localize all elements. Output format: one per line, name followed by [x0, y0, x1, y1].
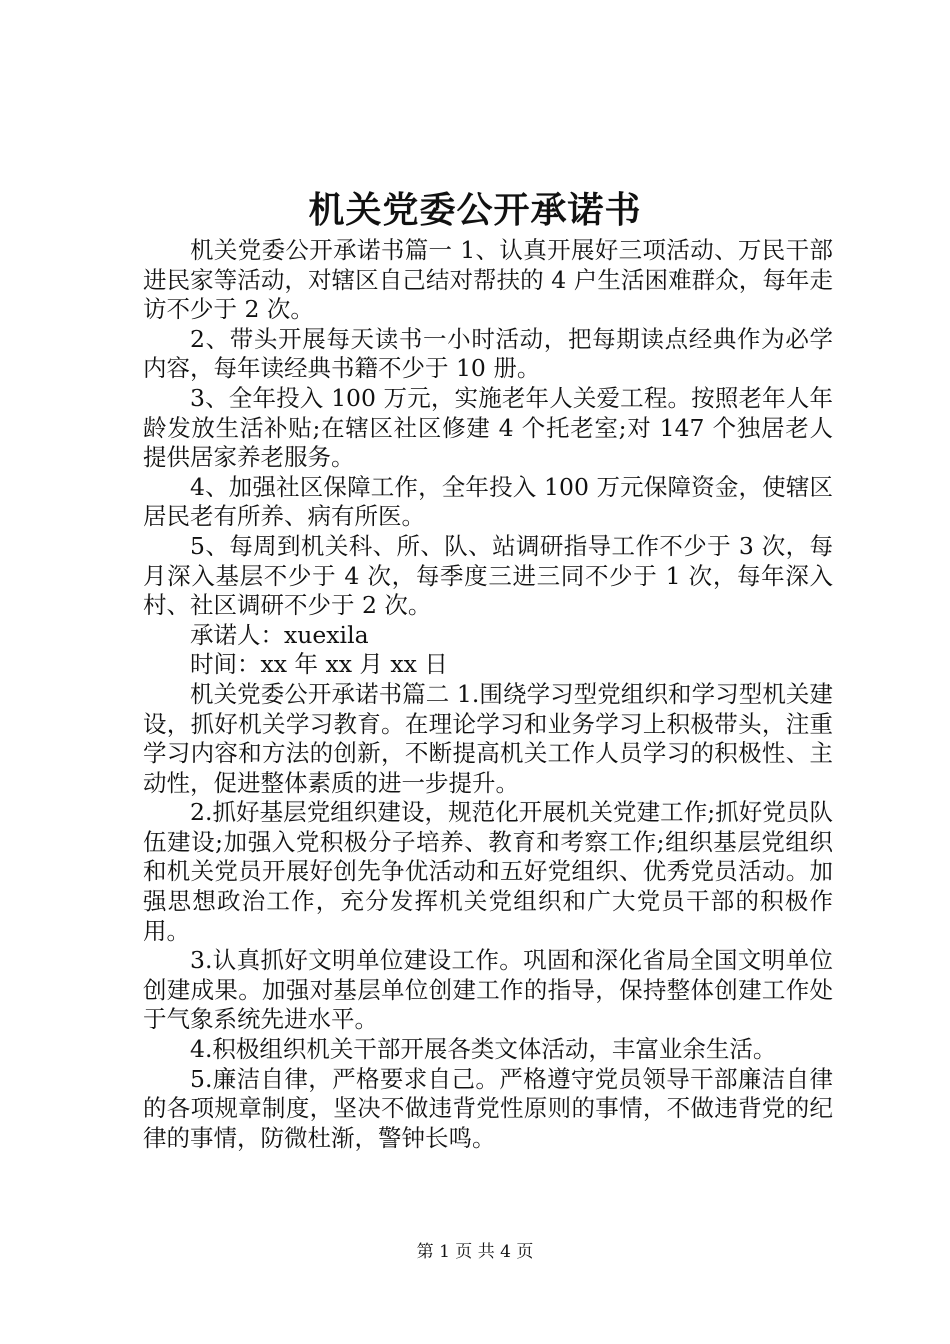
signatory-line: 承诺人：xuexila: [190, 620, 369, 649]
paragraph-pledge-1-item-4: 4、加强社区保障工作，全年投入 100 万元保障资金，使辖区居民老有所养、病有所医。: [143, 472, 833, 531]
paragraph-pledge-2-item-5: 5.廉洁自律，严格要求自己。严格遵守党员领导干部廉洁自律的各项规章制度，坚决不做违背党性原则的事情，不做违背党的纪律的事情，防微杜渐，警钟长鸣。: [143, 1064, 833, 1152]
paragraph-pledge-2-item-2: 2.抓好基层党组织建设，规范化开展机关党建工作;抓好党员队伍建设;加强入党积极分子培养、教育和考察工作;组织基层党组织和机关党员开展好创先争优活动和五好党组织、优秀党员活动。加强思想政治工作，充分发挥机关党组织和广大党员干部的积极作用。: [143, 798, 833, 945]
document-title: 机关党委公开承诺书: [308, 189, 642, 231]
paragraph-pledge-1-item-3: 3、全年投入 100 万元，实施老年人关爱工程。按照老年人年龄发放生活补贴;在辖区社区修建 4 个托老室;对 147 个独居老人提供居家养老服务。: [143, 383, 833, 472]
paragraph-pledge-2-item-3: 3.认真抓好文明单位建设工作。巩固和深化省局全国文明单位创建成果。加强对基层单位创建工作的指导，保持整体创建工作处于气象系统先进水平。: [143, 946, 833, 1034]
date-line: 时间：xx 年 xx 月 xx 日: [190, 650, 448, 679]
paragraph-pledge-2-item-1: 机关党委公开承诺书篇二 1.围绕学习型党组织和学习型机关建设，抓好机关学习教育。在理论学习和业务学习上积极带头，注重学习内容和方法的创新，不断提高机关工作人员学习的积极性、主动性，促进整体素质的进一步提升。: [143, 679, 833, 797]
page-footer: 第 1 页 共 4 页: [416, 1242, 534, 1262]
document-body: [143, 236, 833, 1153]
paragraph-pledge-2-item-4: 4.积极组织机关干部开展各类文体活动，丰富业余生活。: [190, 1035, 777, 1064]
paragraph-pledge-1-item-5: 5、每周到机关科、所、队、站调研指导工作不少于 3 次，每月深入基层不少于 4 次，每季度三进三同不少于 1 次，每年深入村、社区调研不少于 2 次。: [143, 531, 833, 620]
paragraph-pledge-1-item-2: 2、带头开展每天读书一小时活动，把每期读点经典作为必学内容，每年读经典书籍不少于 10 册。: [143, 324, 833, 383]
paragraph-pledge-1-item-1: 机关党委公开承诺书篇一 1、认真开展好三项活动、万民干部进民家等活动，对辖区自己结对帮扶的 4 户生活困难群众，每年走访不少于 2 次。: [143, 236, 833, 324]
